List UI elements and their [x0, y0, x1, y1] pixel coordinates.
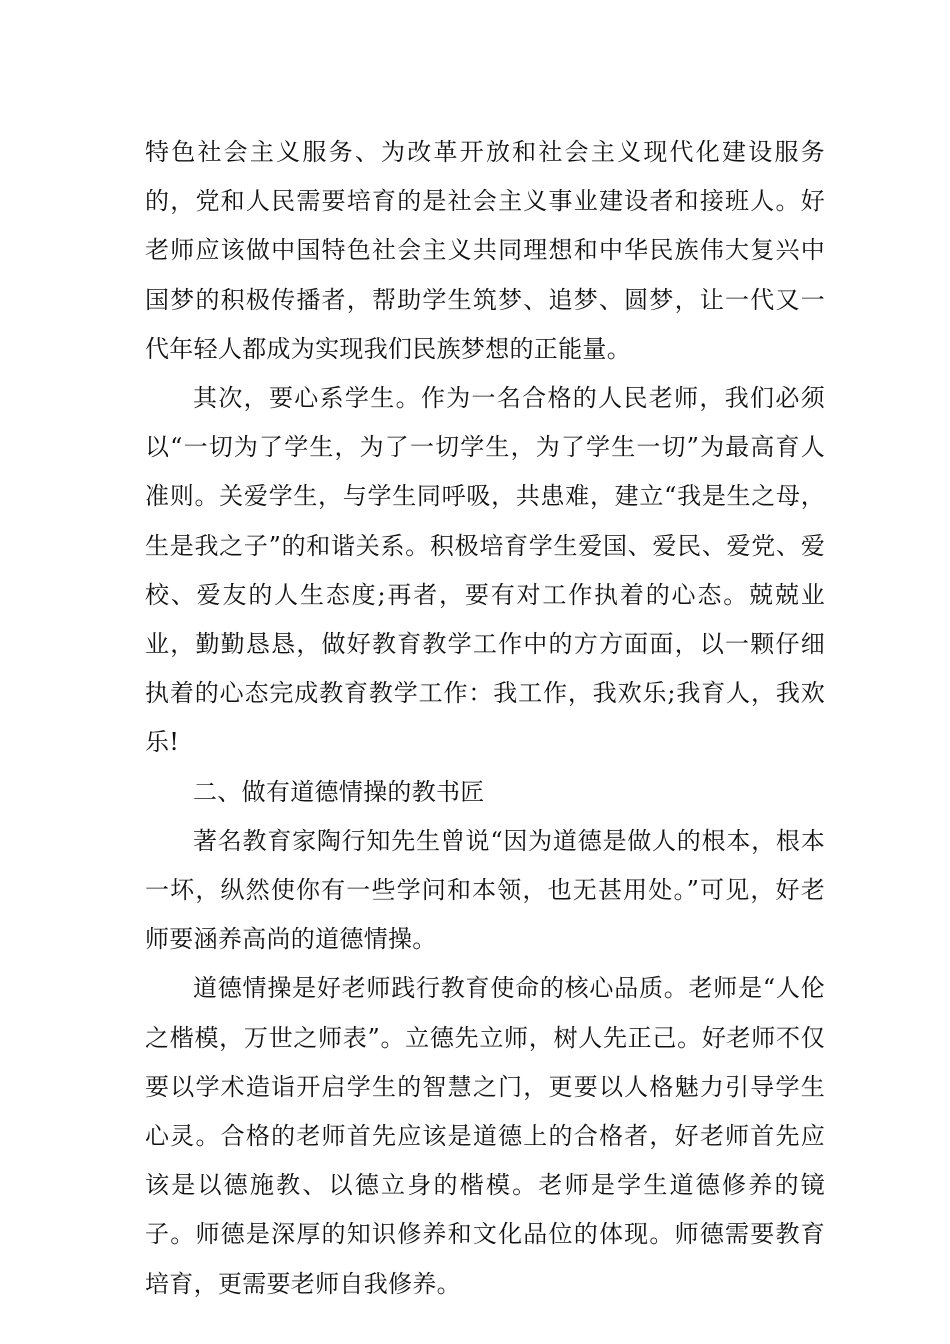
document-body	[145, 128, 825, 1309]
paragraph-moral-sentiment: 道德情操是好老师践行教育使命的核心品质。老师是“人伦之楷模，万世之师表”。立德先立师，树人先正己。好老师不仅要以学术造诣开启学生的智慧之门，更要以人格魅力引导学生心灵。合格的老师首先应该是道德上的合格者，好老师首先应该是以德施教、以德立身的楷模。老师是学生道德修养的镜子。师德是深厚的知识修养和文化品位的体现。师德需要教育培育，更需要老师自我修养。	[145, 974, 825, 1298]
paragraph-care-for-students: 其次，要心系学生。作为一名合格的人民老师，我们必须以“一切为了学生，为了一切学生，为了学生一切”为最高育人准则。关爱学生，与学生同呼吸，共患难，建立“我是生之母，生是我之子”的和谐关系。积极培育学生爱国、爱民、爱党、爱校、爱友的人生态度;再者，要有对工作执着的心态。兢兢业业，勤勤恳恳，做好教育教学工作中的方方面面，以一颗仔细执着的心态完成教育教学工作：我工作，我欢乐;我育人，我欢乐!	[145, 384, 825, 757]
paragraph-tao-xingzhi-quote: 著名教育家陶行知先生曾说“因为道德是做人的根本，根本一坏，纵然使你有一些学问和本领，也无甚用处。”可见，好老师要涵养高尚的道德情操。	[145, 826, 825, 954]
paragraph-continuation: 特色社会主义服务、为改革开放和社会主义现代化建设服务的，党和人民需要培育的是社会主义事业建设者和接班人。好老师应该做中国特色社会主义共同理想和中华民族伟大复兴中国梦的积极传播者，帮助学生筑梦、追梦、圆梦，让一代又一代年轻人都成为实现我们民族梦想的正能量。	[145, 138, 825, 363]
section-heading-moral-sentiment: 二、做有道德情操的教书匠	[193, 777, 485, 806]
